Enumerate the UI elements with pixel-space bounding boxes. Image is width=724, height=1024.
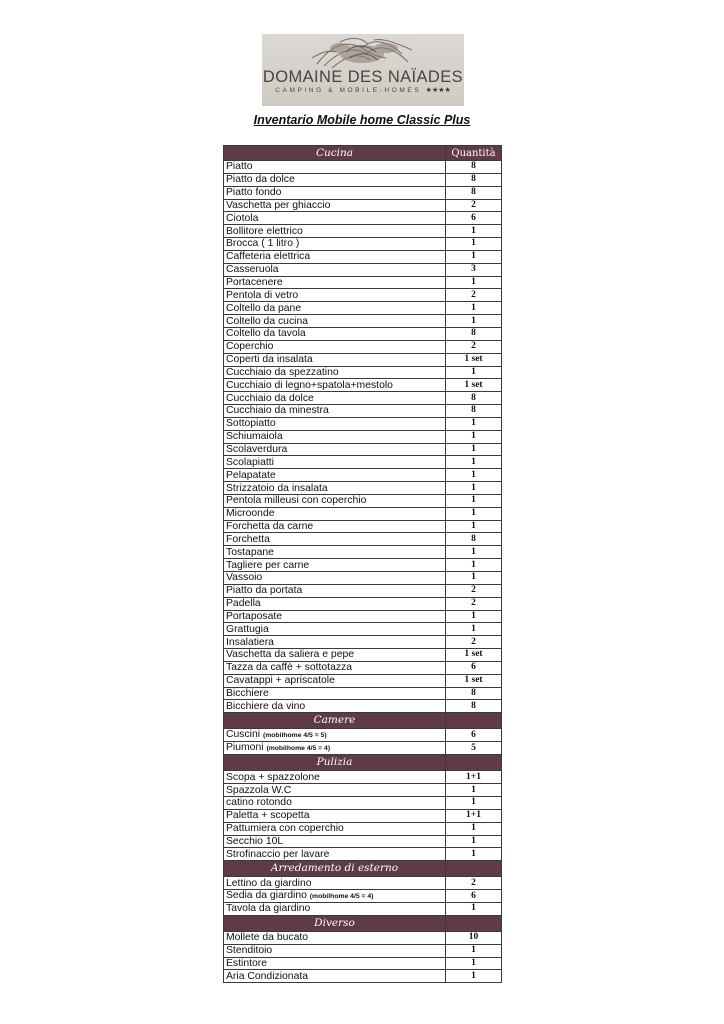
item-name-cell	[224, 507, 446, 520]
item-name: Paletta + scopetta	[226, 810, 310, 822]
item-name-cell	[224, 417, 446, 430]
item-quantity: 1	[446, 903, 502, 916]
item-quantity: 1	[446, 796, 502, 809]
logo-subtitle	[262, 86, 464, 94]
table-row	[224, 482, 502, 495]
table-row	[224, 796, 502, 809]
item-name: Vassoio	[226, 572, 263, 584]
item-note: (mobilhome 4/5 = 4)	[266, 745, 331, 753]
item-quantity: 1	[446, 276, 502, 289]
table-row	[224, 572, 502, 585]
item-quantity: 8	[446, 327, 502, 340]
item-name-cell	[224, 809, 446, 822]
item-name-cell	[224, 173, 446, 186]
item-name: Coltello da pane	[226, 302, 302, 314]
item-name-cell	[224, 771, 446, 784]
item-name-cell	[224, 687, 446, 700]
item-name: Cucchiaio di legno+spatola+mestolo	[226, 379, 393, 391]
item-quantity: 2	[446, 597, 502, 610]
table-row	[224, 890, 502, 903]
table-row	[224, 636, 502, 649]
item-name: Bicchiere da vino	[226, 700, 306, 712]
item-quantity: 1	[446, 546, 502, 559]
item-quantity: 3	[446, 263, 502, 276]
item-quantity: 1	[446, 507, 502, 520]
table-row	[224, 661, 502, 674]
table-row	[224, 379, 502, 392]
item-name-cell	[224, 379, 446, 392]
item-name: Vaschetta per ghiaccio	[226, 199, 331, 211]
item-name: Grattugia	[226, 623, 269, 635]
item-name-cell	[224, 225, 446, 238]
item-quantity: 1	[446, 957, 502, 970]
item-quantity: 1	[446, 822, 502, 835]
table-row	[224, 623, 502, 636]
item-name: Stenditoio	[226, 945, 273, 957]
item-quantity: 8	[446, 173, 502, 186]
item-name: Coltello da cucina	[226, 315, 309, 327]
section-row-diverso	[224, 915, 502, 931]
item-quantity: 1	[446, 970, 502, 983]
item-name: Brocca ( 1 litro )	[226, 238, 300, 250]
item-name-cell	[224, 443, 446, 456]
item-name-cell	[224, 392, 446, 405]
item-name: Piatto da dolce	[226, 174, 295, 186]
table-row	[224, 771, 502, 784]
item-name: Cucchiaio da spezzatino	[226, 366, 339, 378]
table-row	[224, 877, 502, 890]
table-row	[224, 546, 502, 559]
item-quantity: 1	[446, 784, 502, 797]
item-name-cell	[224, 649, 446, 662]
item-name-cell	[224, 238, 446, 251]
item-name-cell	[224, 186, 446, 199]
item-quantity: 2	[446, 877, 502, 890]
item-quantity: 1	[446, 250, 502, 263]
table-row	[224, 520, 502, 533]
item-name-cell	[224, 559, 446, 572]
item-quantity: 1	[446, 835, 502, 848]
item-name-cell	[224, 302, 446, 315]
logo-title: DOMAINE DES NAÏADES	[262, 68, 464, 86]
table-row	[224, 302, 502, 315]
item-name: Tostapane	[226, 546, 274, 558]
item-name: Bicchiere	[226, 688, 269, 700]
item-name: Mollete da bucato	[226, 932, 309, 944]
table-row	[224, 199, 502, 212]
item-name: Piatto	[226, 161, 253, 173]
item-name: Forchetta	[226, 533, 270, 545]
table-row	[224, 610, 502, 623]
category-header-cucina: Cucina	[224, 146, 446, 161]
item-name: Coperchio	[226, 341, 274, 353]
item-name: Cavatappi + apriscatole	[226, 675, 335, 687]
item-quantity: 1	[446, 572, 502, 585]
item-name-cell	[224, 729, 446, 742]
item-quantity: 2	[446, 199, 502, 212]
table-row	[224, 822, 502, 835]
table-row	[224, 392, 502, 405]
item-quantity: 1	[446, 417, 502, 430]
item-name: Tazza da caffè + sottotazza	[226, 662, 353, 674]
item-name-cell	[224, 212, 446, 225]
item-name-cell	[224, 340, 446, 353]
table-row	[224, 289, 502, 302]
item-note: (mobilhome 4/5 = 5)	[262, 732, 327, 740]
item-quantity: 1 set	[446, 649, 502, 662]
item-quantity: 1	[446, 559, 502, 572]
item-quantity: 1	[446, 520, 502, 533]
item-name-cell	[224, 405, 446, 418]
section-title-pulizia: Pulizia	[224, 755, 446, 771]
item-quantity: 6	[446, 661, 502, 674]
item-name-cell	[224, 469, 446, 482]
item-quantity: 1	[446, 623, 502, 636]
item-quantity: 5	[446, 742, 502, 755]
item-quantity: 1	[446, 848, 502, 861]
table-row	[224, 405, 502, 418]
item-quantity: 1	[446, 610, 502, 623]
section-blank-cell	[446, 755, 502, 771]
table-row	[224, 742, 502, 755]
section-row-esterno	[224, 861, 502, 877]
item-quantity: 1+1	[446, 771, 502, 784]
table-row	[224, 559, 502, 572]
item-name: Lettino da giardino	[226, 877, 312, 889]
table-row	[224, 186, 502, 199]
table-header-row	[224, 146, 502, 161]
item-name-cell	[224, 533, 446, 546]
item-quantity: 2	[446, 340, 502, 353]
table-row	[224, 276, 502, 289]
item-name-cell	[224, 456, 446, 469]
section-title-diverso: Diverso	[224, 915, 446, 931]
table-row	[224, 173, 502, 186]
rating-stars-icon: ★★★★	[425, 87, 451, 94]
table-row	[224, 584, 502, 597]
table-row	[224, 469, 502, 482]
item-quantity: 10	[446, 931, 502, 944]
item-name: Strofinaccio per lavare	[226, 848, 330, 860]
item-name: Scopa + spazzolone	[226, 771, 320, 783]
table-row	[224, 250, 502, 263]
item-name: Insalatiera	[226, 636, 274, 648]
table-row	[224, 729, 502, 742]
item-name: Piumoni	[226, 742, 264, 754]
item-quantity: 1 set	[446, 379, 502, 392]
item-quantity: 1	[446, 315, 502, 328]
item-name: Bollitore elettrico	[226, 225, 303, 237]
item-name-cell	[224, 610, 446, 623]
item-name-cell	[224, 584, 446, 597]
item-name-cell	[224, 494, 446, 507]
table-row	[224, 225, 502, 238]
item-name: Padella	[226, 598, 261, 610]
item-quantity: 1 set	[446, 674, 502, 687]
item-name-cell	[224, 944, 446, 957]
item-quantity: 8	[446, 533, 502, 546]
table-row	[224, 443, 502, 456]
table-row	[224, 315, 502, 328]
item-name-cell	[224, 931, 446, 944]
item-quantity: 2	[446, 584, 502, 597]
table-row	[224, 507, 502, 520]
table-row	[224, 835, 502, 848]
item-name: Pelapatate	[226, 469, 276, 481]
table-row	[224, 649, 502, 662]
table-row	[224, 533, 502, 546]
table-row	[224, 327, 502, 340]
item-name: Coltello da tavola	[226, 328, 306, 340]
item-name-cell	[224, 957, 446, 970]
table-row	[224, 687, 502, 700]
item-quantity: 1	[446, 238, 502, 251]
item-quantity: 1 set	[446, 353, 502, 366]
item-name: Scolapiatti	[226, 456, 274, 468]
item-name-cell	[224, 970, 446, 983]
quantity-header: Quantità	[446, 146, 502, 161]
item-name: Vaschetta da saliera e pepe	[226, 649, 355, 661]
table-row	[224, 931, 502, 944]
section-blank-cell	[446, 861, 502, 877]
table-row	[224, 212, 502, 225]
item-name: Forchetta da carne	[226, 521, 314, 533]
table-row	[224, 957, 502, 970]
item-name-cell	[224, 482, 446, 495]
item-quantity: 1	[446, 494, 502, 507]
item-quantity: 1	[446, 456, 502, 469]
table-row	[224, 430, 502, 443]
item-name-cell	[224, 430, 446, 443]
table-row	[224, 674, 502, 687]
item-name-cell	[224, 796, 446, 809]
item-quantity: 8	[446, 405, 502, 418]
domaine-des-naiades-logo	[262, 34, 464, 106]
item-name: Microonde	[226, 508, 275, 520]
table-row	[224, 494, 502, 507]
item-quantity: 1	[446, 302, 502, 315]
item-quantity: 8	[446, 161, 502, 174]
item-name: Pentola di vetro	[226, 289, 299, 301]
table-row	[224, 353, 502, 366]
item-name: Secchio 10L	[226, 835, 284, 847]
item-quantity: 1	[446, 482, 502, 495]
item-quantity: 2	[446, 636, 502, 649]
item-quantity: 2	[446, 289, 502, 302]
document-title: Inventario Mobile home Classic Plus	[253, 113, 471, 127]
item-name: Strizzatoio da insalata	[226, 482, 328, 494]
item-name: Ciotola	[226, 212, 259, 224]
item-name-cell	[224, 623, 446, 636]
item-name-cell	[224, 520, 446, 533]
item-quantity: 8	[446, 186, 502, 199]
item-name-cell	[224, 742, 446, 755]
item-name: Schiumaiola	[226, 431, 283, 443]
item-name: Tavola da giardino	[226, 903, 311, 915]
section-row-camere	[224, 713, 502, 729]
item-name-cell	[224, 903, 446, 916]
table-row	[224, 944, 502, 957]
item-name-cell	[224, 289, 446, 302]
item-quantity: 8	[446, 700, 502, 713]
item-name: Cucchiaio da minestra	[226, 405, 329, 417]
item-name-cell	[224, 700, 446, 713]
item-name-cell	[224, 877, 446, 890]
item-name-cell	[224, 315, 446, 328]
section-title-esterno: Arredamento di esterno	[224, 861, 446, 877]
table-row	[224, 903, 502, 916]
table-row	[224, 263, 502, 276]
item-name: Pattumiera con coperchio	[226, 823, 344, 835]
item-name: Cucchiaio da dolce	[226, 392, 314, 404]
item-name: Tagliere per carne	[226, 559, 310, 571]
logo-subtitle-text: CAMPING & MOBILE-HOMES	[275, 87, 422, 94]
item-name-cell	[224, 161, 446, 174]
table-row	[224, 970, 502, 983]
table-row	[224, 784, 502, 797]
item-note: (mobilhome 4/5 = 4)	[309, 893, 374, 901]
section-blank-cell	[446, 713, 502, 729]
item-name-cell	[224, 890, 446, 903]
item-name: Scolaverdura	[226, 443, 288, 455]
section-row-pulizia	[224, 755, 502, 771]
item-quantity: 1	[446, 430, 502, 443]
item-name-cell	[224, 784, 446, 797]
item-name-cell	[224, 597, 446, 610]
item-quantity: 1	[446, 366, 502, 379]
item-quantity: 6	[446, 729, 502, 742]
item-name: Aria Condizionata	[226, 970, 309, 982]
item-quantity: 8	[446, 687, 502, 700]
item-quantity: 1+1	[446, 809, 502, 822]
item-quantity: 6	[446, 212, 502, 225]
item-name: Sedia da giardino	[226, 890, 307, 902]
item-name-cell	[224, 636, 446, 649]
table-row	[224, 456, 502, 469]
item-quantity: 6	[446, 890, 502, 903]
table-row	[224, 238, 502, 251]
item-quantity: 8	[446, 392, 502, 405]
item-name: Sottopiatto	[226, 418, 276, 430]
item-name: Cuscini	[226, 729, 261, 741]
inventory-table	[223, 145, 502, 983]
item-name: Casseruola	[226, 264, 279, 276]
item-name: Estintore	[226, 957, 268, 969]
item-name: Piatto da portata	[226, 585, 303, 597]
item-name-cell	[224, 546, 446, 559]
section-blank-cell	[446, 915, 502, 931]
item-name: Spazzola W.C	[226, 784, 292, 796]
item-quantity: 1	[446, 225, 502, 238]
item-quantity: 1	[446, 469, 502, 482]
item-name: Portacenere	[226, 277, 283, 289]
item-quantity: 1	[446, 944, 502, 957]
item-name: Coperti da insalata	[226, 354, 313, 366]
item-name-cell	[224, 276, 446, 289]
item-name: Piatto fondo	[226, 187, 282, 199]
mermaid-emblem-icon	[262, 34, 464, 72]
item-name: catino rotondo	[226, 797, 292, 809]
table-row	[224, 848, 502, 861]
item-name-cell	[224, 366, 446, 379]
item-name-cell	[224, 250, 446, 263]
table-row	[224, 161, 502, 174]
item-quantity: 1	[446, 443, 502, 456]
table-row	[224, 700, 502, 713]
item-name: Pentola milleusi con coperchio	[226, 495, 367, 507]
item-name-cell	[224, 199, 446, 212]
item-name-cell	[224, 848, 446, 861]
item-name-cell	[224, 822, 446, 835]
item-name-cell	[224, 572, 446, 585]
item-name: Caffeteria elettrica	[226, 251, 311, 263]
item-name-cell	[224, 835, 446, 848]
item-name-cell	[224, 661, 446, 674]
item-name-cell	[224, 327, 446, 340]
table-row	[224, 366, 502, 379]
table-row	[224, 417, 502, 430]
table-row	[224, 340, 502, 353]
section-title-camere: Camere	[224, 713, 446, 729]
item-name-cell	[224, 674, 446, 687]
item-name: Portaposate	[226, 610, 283, 622]
table-row	[224, 597, 502, 610]
item-name-cell	[224, 263, 446, 276]
table-row	[224, 809, 502, 822]
item-name-cell	[224, 353, 446, 366]
